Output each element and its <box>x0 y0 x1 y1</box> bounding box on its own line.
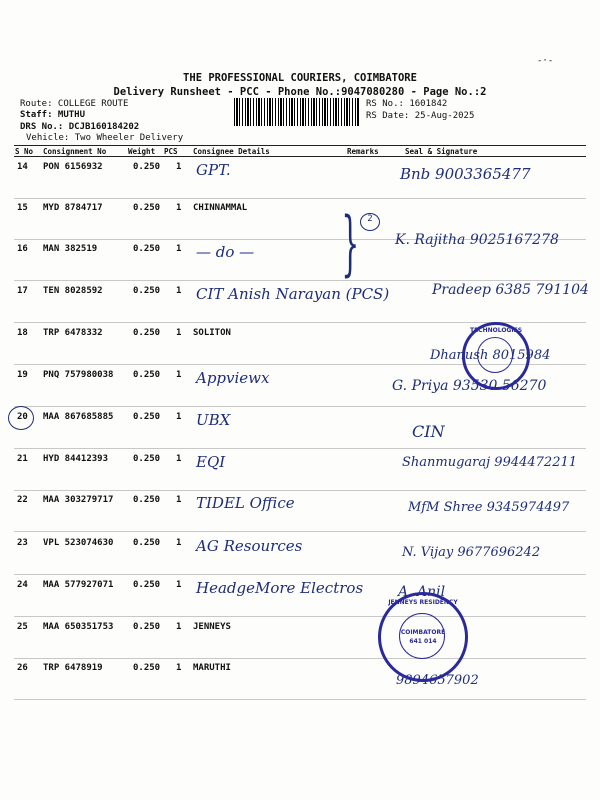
row-sno: 18 <box>17 328 28 338</box>
row-pcs: 1 <box>176 162 182 172</box>
row-pcs: 1 <box>176 286 182 296</box>
barcode <box>234 98 360 126</box>
row-consignment-no: TRP 6478332 <box>43 328 103 338</box>
row-weight: 0.250 <box>133 454 161 464</box>
row-divider <box>14 198 586 199</box>
rs-number: RS No.: 1601842 <box>366 99 448 109</box>
drs-label: DRS No.: DCJB160184202 <box>20 122 140 132</box>
row-signature: G. Priya 93530 56270 <box>392 378 547 394</box>
row-consignee-handwritten: CIT Anish Narayan (PCS) <box>196 285 390 303</box>
col-pcs: PCS <box>164 147 178 156</box>
row-sno: 25 <box>17 622 28 632</box>
row-sno: 19 <box>17 370 28 380</box>
row-pcs: 1 <box>176 495 182 505</box>
row-consignee: SOLITON <box>193 328 231 338</box>
row-consignment-no: MAA 650351753 <box>43 622 114 632</box>
row-sno: 16 <box>17 244 28 254</box>
row-signature: A. Anil <box>398 584 446 600</box>
row-sno: 23 <box>17 538 28 548</box>
route-label: Route: COLLEGE ROUTE <box>20 99 129 109</box>
row-weight: 0.250 <box>133 663 161 673</box>
row-weight: 0.250 <box>133 370 161 380</box>
row-weight: 0.250 <box>133 286 161 296</box>
row-sno: 15 <box>17 203 28 213</box>
row-divider <box>14 490 586 491</box>
row-sno: 17 <box>17 286 28 296</box>
row-consignment-no: MAA 867685885 <box>43 412 114 422</box>
circled-row-20-mark <box>8 406 34 430</box>
row-consignee-handwritten: UBX <box>196 411 231 429</box>
row-consignment-no: PON 6156932 <box>43 162 103 172</box>
row-signature: CIN <box>412 422 445 441</box>
row-weight: 0.250 <box>133 203 161 213</box>
group-count-mark: 2 <box>360 213 380 231</box>
row-sno: 20 <box>17 412 28 422</box>
col-remarks: Remarks <box>347 147 379 156</box>
row-divider <box>14 531 586 532</box>
row-pcs: 1 <box>176 538 182 548</box>
staff-label: Staff: MUTHU <box>20 110 86 120</box>
row-consignment-no: VPL 523074630 <box>43 538 114 548</box>
row-pcs: 1 <box>176 328 182 338</box>
row-divider <box>14 616 586 617</box>
row-weight: 0.250 <box>133 495 161 505</box>
col-consignment: Consignment No <box>43 147 107 156</box>
corner-mark: -·- <box>537 56 554 66</box>
row-consignee-handwritten: Appviewx <box>196 369 270 387</box>
row-sno: 14 <box>17 162 28 172</box>
jenneys-residency-stamp: JENNEYS RESIDENCY COIMBATORE 641 014 <box>378 592 468 682</box>
row-consignee-handwritten: TIDEL Office <box>196 494 295 512</box>
rs-date: RS Date: 25-Aug-2025 <box>366 111 475 121</box>
row-weight: 0.250 <box>133 622 161 632</box>
row-weight: 0.250 <box>133 580 161 590</box>
row-signature: Dhanush 8015984 <box>430 348 551 363</box>
row-pcs: 1 <box>176 203 182 213</box>
row-divider <box>14 280 586 281</box>
row-pcs: 1 <box>176 454 182 464</box>
row-pcs: 1 <box>176 663 182 673</box>
row-divider <box>14 448 586 449</box>
row-pcs: 1 <box>176 244 182 254</box>
row-consignee: CHINNAMMAL <box>193 203 248 213</box>
row-signature: 9894657902 <box>396 673 479 688</box>
row-divider <box>14 658 586 659</box>
row-consignment-no: MYD 8784717 <box>43 203 103 213</box>
group-brace: } <box>341 202 360 284</box>
row-weight: 0.250 <box>133 162 161 172</box>
row-consignment-no: PNQ 757980038 <box>43 370 114 380</box>
row-weight: 0.250 <box>133 328 161 338</box>
col-sno: S No <box>15 147 34 156</box>
row-sno: 21 <box>17 454 28 464</box>
row-signature: N. Vijay 9677696242 <box>402 545 541 560</box>
row-consignee: MARUTHI <box>193 663 231 673</box>
row-pcs: 1 <box>176 622 182 632</box>
row-consignment-no: TEN 8028592 <box>43 286 103 296</box>
row-consignee: JENNEYS <box>193 622 231 632</box>
row-consignee-handwritten: EQI <box>196 453 226 471</box>
row-divider <box>14 406 586 407</box>
row-divider <box>14 699 586 700</box>
row-weight: 0.250 <box>133 412 161 422</box>
row-pcs: 1 <box>176 370 182 380</box>
row-signature: Shanmugaraj 9944472211 <box>402 455 578 470</box>
col-consignee: Consignee Details <box>193 147 270 156</box>
row-divider <box>14 574 586 575</box>
row-pcs: 1 <box>176 580 182 590</box>
row-sno: 26 <box>17 663 28 673</box>
row-consignment-no: TRP 6478919 <box>43 663 103 673</box>
row-signature: MfM Shree 9345974497 <box>408 500 570 515</box>
header-top-rule <box>14 145 586 146</box>
row-weight: 0.250 <box>133 244 161 254</box>
row-signature: Pradeep 6385 791104 <box>432 282 589 298</box>
company-title: THE PROFESSIONAL COURIERS, COIMBATORE <box>183 72 417 84</box>
tech-company-stamp: TECHNOLOGIES <box>462 322 530 390</box>
row-sno: 22 <box>17 495 28 505</box>
col-seal: Seal & Signature <box>405 147 478 156</box>
row-pcs: 1 <box>176 412 182 422</box>
runsheet-subtitle: Delivery Runsheet - PCC - Phone No.:9047080280 - Page No.:2 <box>113 86 487 98</box>
row-weight: 0.250 <box>133 538 161 548</box>
row-signature: K. Rajitha 9025167278 <box>395 232 559 248</box>
row-signature: Bnb 9003365477 <box>400 165 531 183</box>
col-weight: Weight <box>128 147 156 156</box>
row-consignee-handwritten: — do — <box>196 243 255 261</box>
row-consignment-no: MAA 303279717 <box>43 495 114 505</box>
row-consignee-handwritten: GPT. <box>196 161 231 179</box>
row-consignment-no: MAN 382519 <box>43 244 98 254</box>
header-bottom-rule <box>14 156 586 157</box>
row-consignee-handwritten: HeadgeMore Electros <box>196 579 364 597</box>
row-consignee-handwritten: AG Resources <box>196 537 303 555</box>
row-consignment-no: MAA 577927071 <box>43 580 114 590</box>
vehicle-label: Vehicle: Two Wheeler Delivery <box>26 133 184 143</box>
row-sno: 24 <box>17 580 28 590</box>
row-consignment-no: HYD 84412393 <box>43 454 109 464</box>
